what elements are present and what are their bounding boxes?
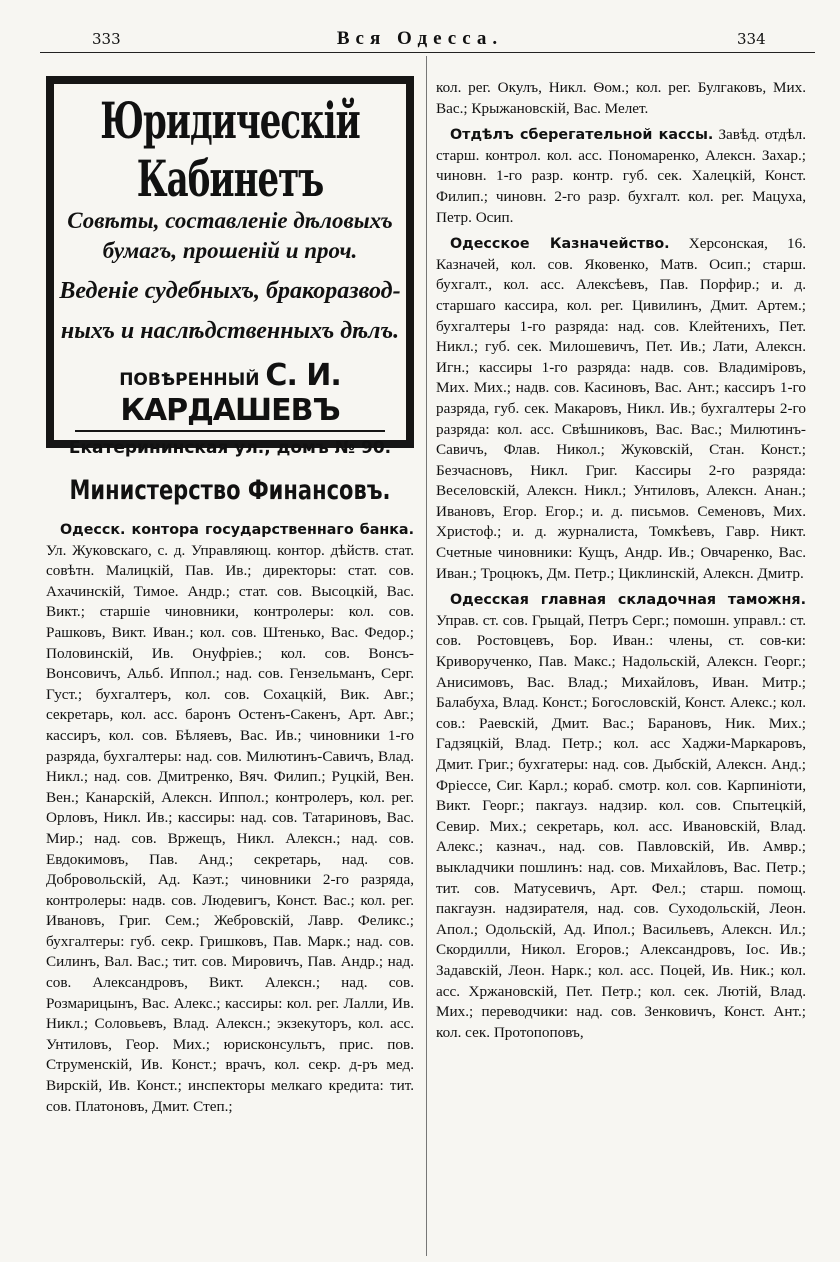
advertisement-address: Екатерининская ул., домъ № 90.	[68, 438, 392, 458]
advertisement-line-4: ныхъ и наслѣдственныхъ дѣлъ.	[60, 318, 400, 344]
header-rule	[40, 52, 815, 53]
treasury-heading: Одесское Казначейство.	[450, 236, 670, 253]
law-office-advertisement	[46, 76, 414, 458]
section-title: Министерство Финансовъ.	[69, 475, 391, 505]
attorney-name: С. И. КАРДАШЕВЪ	[120, 358, 341, 428]
savings-heading: Отдѣлъ сберегательной кассы.	[450, 127, 714, 144]
bank-heading: Одесск. контора государственнаго банка.	[60, 522, 414, 538]
advertisement-rule	[75, 430, 385, 432]
customs-text: Управ. ст. сов. Грыцай, Петръ Серг.; помошн. управл.: ст. сов. Ростовцевъ, Бор. Иван.: члены, ст. сов-ки: Криворученко, Пав. Макс.; Надольскій, Алексн. Георг.; Анисимовъ, Вас. Влад.; Михайловъ, Иван. Митр.; Балабуха, Влад. Конст.; Богословскій, Конст. Алекс.; кол. сов.: Раевскій, Дмит. Вас.; Барановъ, Ник. Мих.; Гадзяцкій, Влад. Петр.; кол. асс Хаджи-Маркаровъ, Дмит. Григ.; бухгатеры: над. сов. Дыбскій, Алексн. Анд.; Фріессе, Сиг. Карл.; кораб. смотр. кол. сов. Карпиніоти, Викт. Георг.; пакгауз. надзир. кол. сов. Спытецкій, Севир. Мих.; секретарь, кол. асс. Ивановскій, Влад. Алекс.; казнач., над. сов. Павловскій, Ив. Амвр.; выкладчики пошлинъ: над. сов. Михайловъ, Вас. Петр.; тит. сов. Матусевичъ, Арт. Фел.; старш. помощ. пакгаузн. надзирателя, над. сов. Суходольскій, Леон. Апол.; Одольскій, Ад. Ипол.; Васильевъ, Алексн. Ил.; Скордилли, Никол. Егоров.; Александровъ, Іос. Ив.; Задавскій, Леон. Нарк.; кол. асс. Поцей, Ив. Ник.; кол. асс. Хржановскій, Пет. Петр.; кол. сек. Лютій, Влад. Мих.; переводчики: над. сов. Зенковичъ, Конст. Ант.; кол. сек. Протопоповъ,	[436, 611, 806, 1041]
customs-heading: Одесская главная складочная таможня.	[450, 592, 806, 609]
right-column	[436, 78, 806, 1049]
treasury-entry	[436, 234, 806, 584]
bank-entry	[46, 520, 414, 1117]
page-number-left: 333	[92, 30, 121, 48]
left-column	[46, 520, 414, 1123]
treasury-text: Херсонская, 16. Казначей, кол. сов. Яковенко, Матв. Осип.; старш. бухгалт., кол. асс. Алексѣевъ, Пав. Порфир.; и. д. старшаго кассира, кол. рег. Цивилинъ, Дмит. Артем.; бухгалтеры 1-го разряда: над. сов. Клейтенихъ, Пет. Никл.; губ. сек. Милошевичъ, Пет. Ив.; Лати, Алексн. Игн.; кассиры 1-го разряда: надв. сов. Владиміровъ, Мих. Мих.; надв. сов. Касиновъ, Вас. Ант.; кассиръ 1-го разряда, губ. сек. Макаровъ, Никл. Ив.; бухгалтеры 2-го разряда: кол. асс. Свѣшниковъ, Вас. Вас.; Милютинъ-Савичъ, Флав. Никол.; Жуковскій, Стан. Конст.; Безчасновъ, Никл. Григ. Кассиры 2-го разряда: Веселовскій, Алексн. Никл.; Унтиловъ, Алексн. Анан.; Ивановъ, Егор. Егор.; и. д. письмов. Семеновъ, Мих. Христоф.; и. д. журналиста, Томкѣевъ, Гавр. Никт. Счетные чиновники: Кущъ, Андр. Ив.; Овчаренко, Вас. Иван.; Троцюкъ, Дм. Петр.; Циклинскій, Алексн. Дмитр.	[436, 235, 807, 582]
page-number-right: 334	[737, 30, 766, 48]
advertisement-panel	[54, 84, 406, 458]
continuation-text: кол. рег. Окулъ, Никл. Ѳом.; кол. рег. Булгаковъ, Мих. Вас.; Крыжановскій, Вас. Мелет.	[436, 79, 806, 117]
advertisement-line-3: Веденіе судебныхъ, бракоразвод-	[59, 278, 401, 304]
advertisement-line-2: бумагъ, прошеній и проч.	[102, 238, 358, 263]
attorney-line	[54, 358, 406, 428]
running-title: Вся Одесса.	[336, 28, 504, 49]
column-divider	[426, 56, 427, 1256]
customs-entry	[436, 590, 806, 1043]
attorney-label: ПОВѢРЕННЫЙ	[119, 370, 260, 390]
page-header	[0, 28, 840, 54]
bank-text: Ул. Жуковскаго, с. д. Управляющ. контор. дѣйств. стат. совѣтн. Малицкій, Пав. Ив.; директоры: стат. сов. Ахачинскій, Тимое. Андр.; стат. сов. Высоцкій, Вас. Викт.; старшіе чиновники, контролеры: кол. сов. Рашковъ, Викт. Иван.; кол. сов. Штенько, Вас. Федор.; Половинскій, Ив. Онуфріев.; кол. сов. Вонсъ-Вонсовичъ, Альб. Иппол.; над. сов. Гензельманъ, Серг. Густ.; бухгалтеръ, кол. сов. Сохацкій, Вик. Авг.; секретарь, кол. асс. баронъ Остенъ-Сакенъ, Арт. Авг.; кассиръ, кол. сов. Бѣляевъ, Вас. Ив.; чиновники 1-го разряда, бухгалтеры: над. сов. Милютинъ-Савичъ, Влад. Никл.; над. сов. Дмитренко, Вяч. Филип.; Руцкій, Вен. Вен.; Канарскій, Алексн. Иппол.; контролеръ, кол. рег. Орловъ, Никл. Ив.; кассиры: над. сов. Татариновъ, Вас. Мир.; над. сов. Вржещъ, Никл. Алексн.; над. сов. Евдокимовъ, Пав. Анд.; секретарь, над. сов. Добровольскій, Ад. Каэт.; чиновники 2-го разряда, контролеры: надв. сов. Людевигъ, Конст. Вас.; кол. рег. Ивановъ, Григ. Сем.; Жебровскій, Лавр. Феликс.; бухгалтеры: губ. секр. Гришковъ, Пав. Марк.; над. сов. Силинъ, Вал. Вас.; тит. сов. Мировичъ, Пав. Андр.; над. сов. Александровъ, Викт. Алексн.; над. сов. Розмарицынъ, Вас. Алекс.; кассиры: кол. рег. Лалли, Ив. Никл.; Соловьевъ, Влад. Алексн.; экзекуторъ, кол. асс. Унтиловъ, Геор. Мих.; юрисконсультъ, прис. пов. Струменскій, Ив. Конст.; врачъ, кол. секр. д-ръ мед. Вирскій, Ив. Конст.; инспекторы мелкаго кредита: тит. сов. Платоновъ, Дмит. Степ.;	[46, 541, 414, 1115]
advertisement-line-1: Совѣты, составленіе дѣловыхъ	[67, 208, 393, 233]
savings-text: Завѣд. отдѣл. старш. контрол. кол. асс. Пономаренко, Алексн. Захар.; чиновн. 1-го разр. контр. губ. сек. Халецкій, Конст. Филип.; чиновн. 2-го разр. бухгалт. кол. рег. Мацуха, Петр. Осип.	[436, 126, 806, 226]
continuation-entry	[436, 78, 806, 119]
savings-entry	[436, 125, 806, 228]
advertisement-title: Юридическій Кабинетъ	[100, 92, 360, 209]
